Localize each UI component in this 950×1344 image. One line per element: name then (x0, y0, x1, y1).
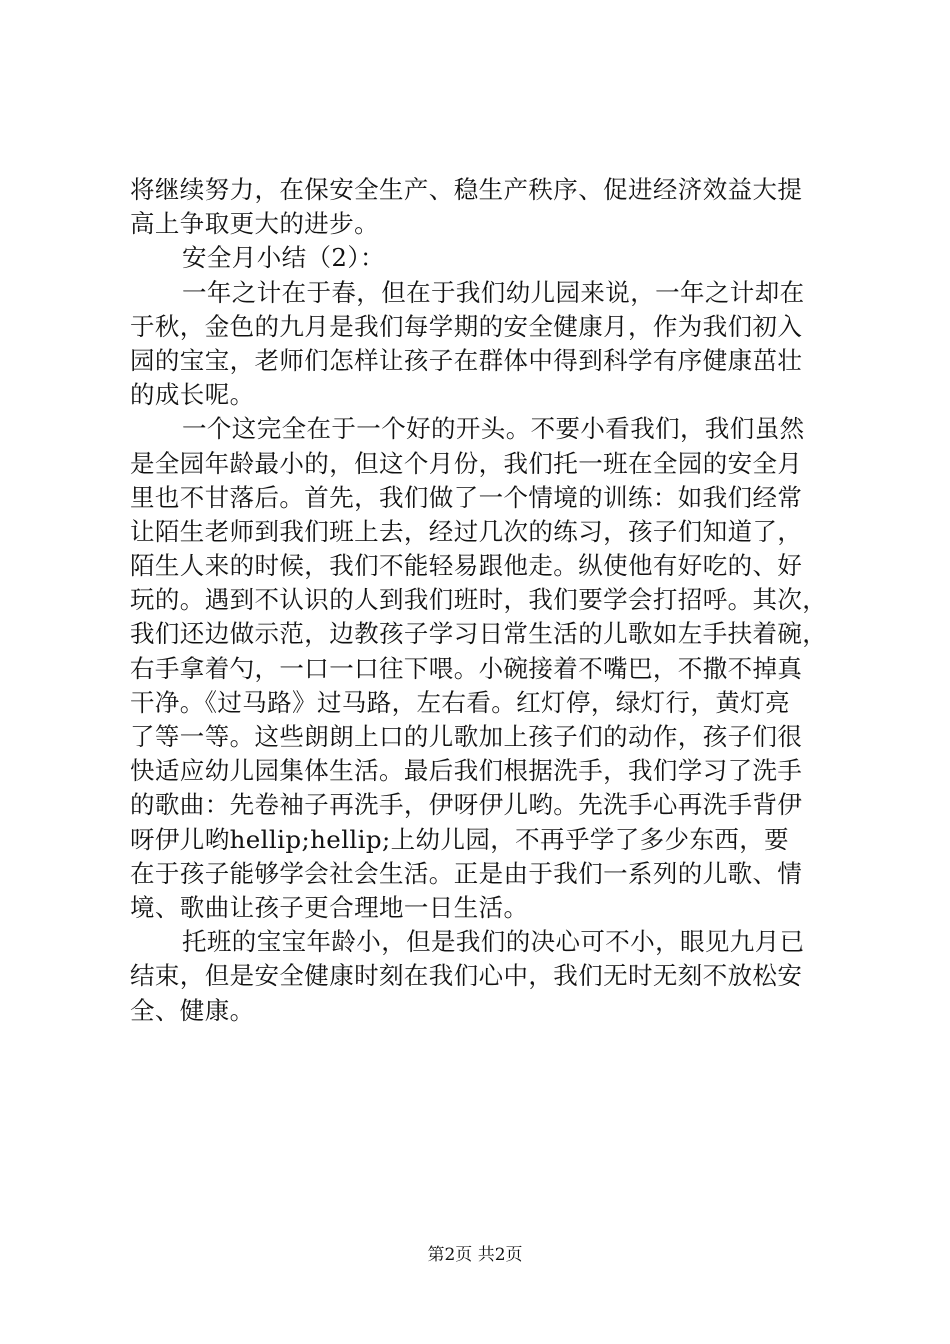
text-line: 高上争取更大的进步。 (130, 209, 379, 239)
text-line: 于秋，金色的九月是我们每学期的安全健康月，作为我们初入 (130, 311, 803, 341)
text-line: 里也不甘落后。首先，我们做了一个情境的训练：如我们经常 (130, 482, 803, 512)
text-line: 玩的。遇到不认识的人到我们班时，我们要学会打招呼。其次， (130, 585, 828, 615)
text-line: 在于孩子能够学会社会生活。正是由于我们一系列的儿歌、情 (130, 858, 803, 888)
text-line: 呀伊儿哟hellip;hellip;上幼儿园，不再乎学了多少东西，要 (130, 824, 790, 854)
text-line: 将继续努力，在保安全生产、稳生产秩序、促进经济效益大提 (130, 175, 803, 204)
text-line: 右手拿着勺，一口一口往下喂。小碗接着不嘴巴，不撒不掉真 (130, 653, 803, 683)
text-line: 境、歌曲让孩子更合理地一日生活。 (130, 892, 529, 922)
text-line: 托班的宝宝年龄小，但是我们的决心可不小，眼见九月已 (182, 927, 805, 957)
text-line: 一年之计在于春，但在于我们幼儿园来说，一年之计却在 (182, 277, 805, 307)
section-heading: 安全月小结（2）： (182, 243, 385, 273)
text-line: 园的宝宝，老师们怎样让孩子在群体中得到科学有序健康茁壮 (130, 345, 803, 375)
text-line: 了等一等。这些朗朗上口的儿歌加上孩子们的动作，孩子们很 (130, 722, 803, 751)
text-line: 让陌生老师到我们班上去，经过几次的练习，孩子们知道了， (130, 516, 803, 546)
text-line: 结束，但是安全健康时刻在我们心中，我们无时无刻不放松安 (130, 961, 803, 991)
page-number: 第2页 共2页 (427, 1245, 523, 1265)
text-line: 是全园年龄最小的，但这个月份，我们托一班在全园的安全月 (130, 448, 803, 478)
text-line: 干净。《过马路》过马路，左右看。红灯停，绿灯行，黄灯亮 (130, 687, 791, 717)
text-line: 的成长呢。 (130, 380, 255, 410)
text-line: 陌生人来的时候，我们不能轻易跟他走。纵使他有好吃的、好 (130, 551, 803, 581)
text-line: 快适应幼儿园集体生活。最后我们根据洗手，我们学习了洗手 (130, 756, 803, 786)
document-body (130, 173, 830, 1028)
text-line: 一个这完全在于一个好的开头。不要小看我们，我们虽然 (182, 414, 805, 444)
page-footer (0, 1244, 950, 1266)
text-line: 全、健康。 (130, 995, 255, 1025)
text-line: 我们还边做示范，边教孩子学习日常生活的儿歌如左手扶着碗， (130, 619, 828, 649)
text-line: 的歌曲：先卷袖子再洗手，伊呀伊儿哟。先洗手心再洗手背伊 (130, 790, 803, 820)
